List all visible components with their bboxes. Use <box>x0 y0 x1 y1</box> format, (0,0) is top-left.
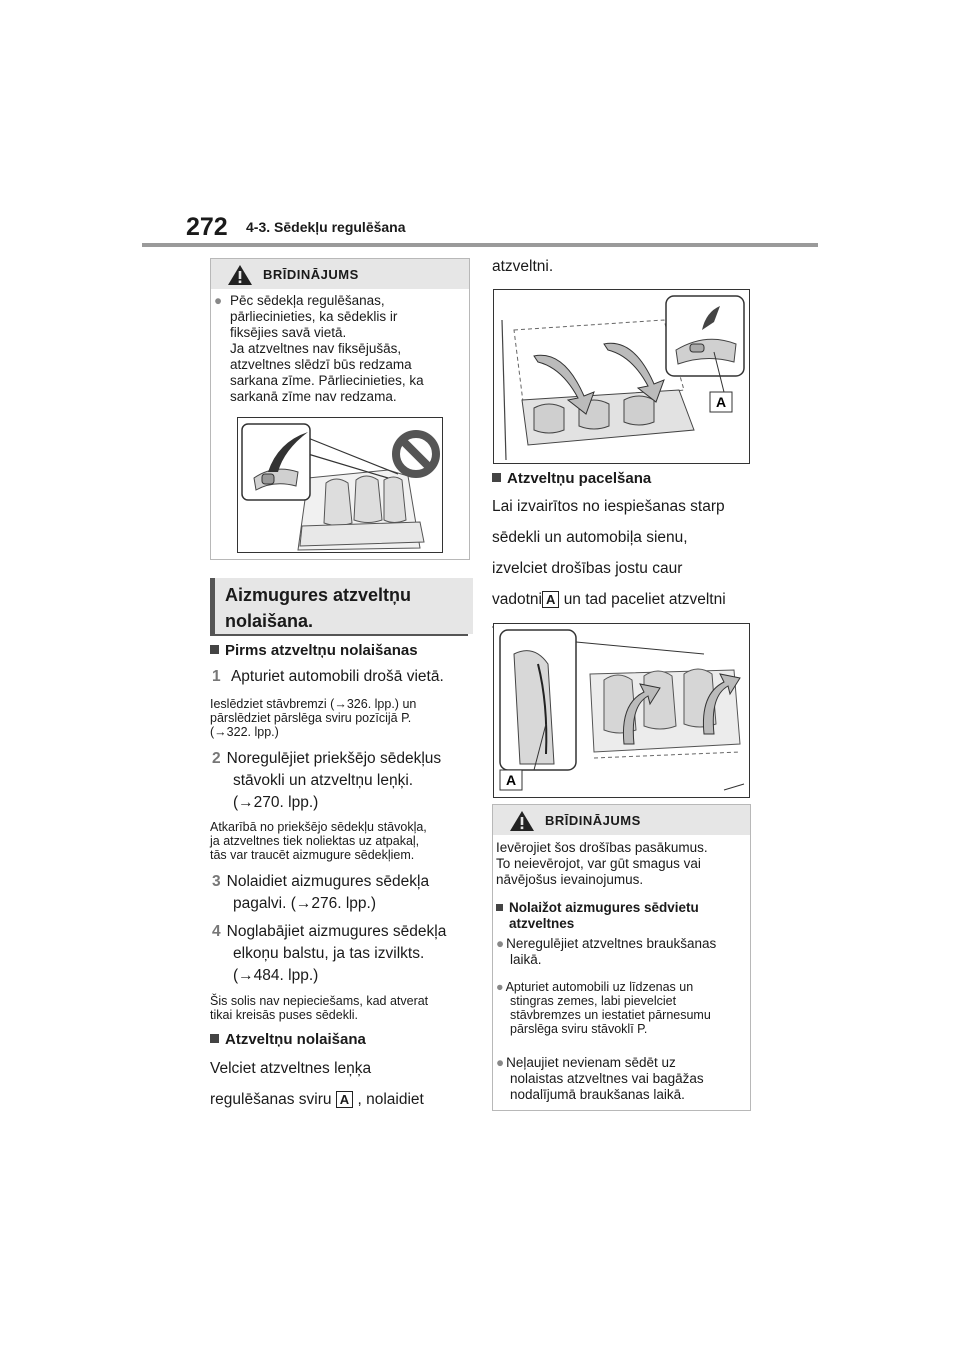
bullet-icon: ● <box>214 293 223 308</box>
warning-bullet-3: ● Neļaujiet nevienam sēdēt uz nolaistas atzveltnes vai bagāžas nodalījumā braukšanas laikā. <box>496 1055 704 1102</box>
figure-label-a: A <box>715 394 727 410</box>
label-a: A <box>336 1091 353 1108</box>
folding-illustration <box>493 289 750 464</box>
heading-rule <box>210 634 468 636</box>
figure-label-a: A <box>505 772 517 788</box>
warning-bullet-2: ● Apturiet automobili uz līdzenas un stingras zemes, labi pievelciet stāvbremzes un iestatiet pārnesumu pārslēga sviru stāvoklī P. <box>496 980 711 1036</box>
continued-text: atzveltni. <box>492 258 554 275</box>
note-1: Ieslēdziet stāvbremzi (→326. lpp.) un pārslēdziet pārslēga sviru pozīcijā P. (→322. lpp.) <box>210 697 417 739</box>
raising-instruction: Lai izvairītos no iespiešanas starp sēdekli un automobiļa sienu, izvelciet drošības jostu caur vadotni A un tad paceliet atzveltni <box>492 498 726 608</box>
square-bullet-icon <box>210 645 219 654</box>
square-bullet-icon <box>492 473 501 482</box>
section-title: 4-3. Sēdekļu regulēšana <box>246 219 406 235</box>
step-1: 1 Apturiet automobili drošā vietā. <box>212 668 444 685</box>
header-rule <box>142 243 818 247</box>
warning-box <box>210 258 470 560</box>
warning-header <box>493 805 750 835</box>
step-2: 2 Noregulējiet priekšējo sēdekļus stāvokli un atzveltņu leņķi. (→270. lpp.) <box>212 750 442 811</box>
warning-text: Pēc sēdekļa regulēšanas, pārliecinieties, ka sēdeklis ir fiksējies savā vietā. Ja atzveltnes nav fiksējušās, atzveltnes slēdzī būs redzama sarkana zīme. Pārliecinieties, ka sarkanā zīme nav redzama. <box>230 293 424 404</box>
note-2: Atkarībā no priekšējo sēdekļu stāvokļa, ja atzveltnes tiek noliektas uz atpakaļ, tās var traucēt aizmugure sēdekļiem. <box>210 820 427 862</box>
label-a: A <box>542 591 559 608</box>
warning-title: BRĪDINĀJUMS <box>545 813 641 828</box>
subheading-folding: Atzveltņu nolaišana <box>210 1031 366 1048</box>
step-3: 3 Nolaidiet aizmugures sēdekļa pagalvi. (→276. lpp.) <box>212 873 430 912</box>
warning-box-2 <box>492 804 751 1111</box>
square-bullet-icon <box>210 1034 219 1043</box>
raising-illustration <box>493 623 750 798</box>
square-bullet-icon <box>496 904 503 911</box>
page-number: 272 <box>186 213 228 241</box>
warning-bullet-1: ● Neregulējiet atzveltnes braukšanas laikā. <box>496 936 717 967</box>
note-3: Šis solis nav nepieciešams, kad atverat tikai kreisās puses sēdekli. <box>210 994 429 1022</box>
warning-illustration <box>237 417 443 553</box>
warning-header <box>211 259 469 289</box>
section-heading: Aizmugures atzveltņu nolaišana. <box>210 578 473 634</box>
warning-title: BRĪDINĀJUMS <box>263 267 359 282</box>
warning-intro: Ievērojiet šos drošības pasākumus. To neievērojot, var gūt smagus vai nāvējošus ievainojumus. <box>496 840 708 887</box>
subheading-raising: Atzveltņu pacelšana <box>492 470 651 487</box>
warning-triangle-icon <box>509 810 535 832</box>
step-4: 4 Noglabājiet aizmugures sēdekļa elkoņu balstu, ja tas izvilkts. (→484. lpp.) <box>212 923 447 984</box>
subheading-before-folding: Pirms atzveltņu nolaišanas <box>210 642 418 659</box>
folding-instruction: Velciet atzveltnes leņķa regulēšanas sviru A , nolaidiet <box>210 1060 424 1108</box>
warning-triangle-icon <box>227 264 253 286</box>
warning-subheading: Nolaižot aizmugures sēdvietu atzveltnes <box>496 900 746 932</box>
